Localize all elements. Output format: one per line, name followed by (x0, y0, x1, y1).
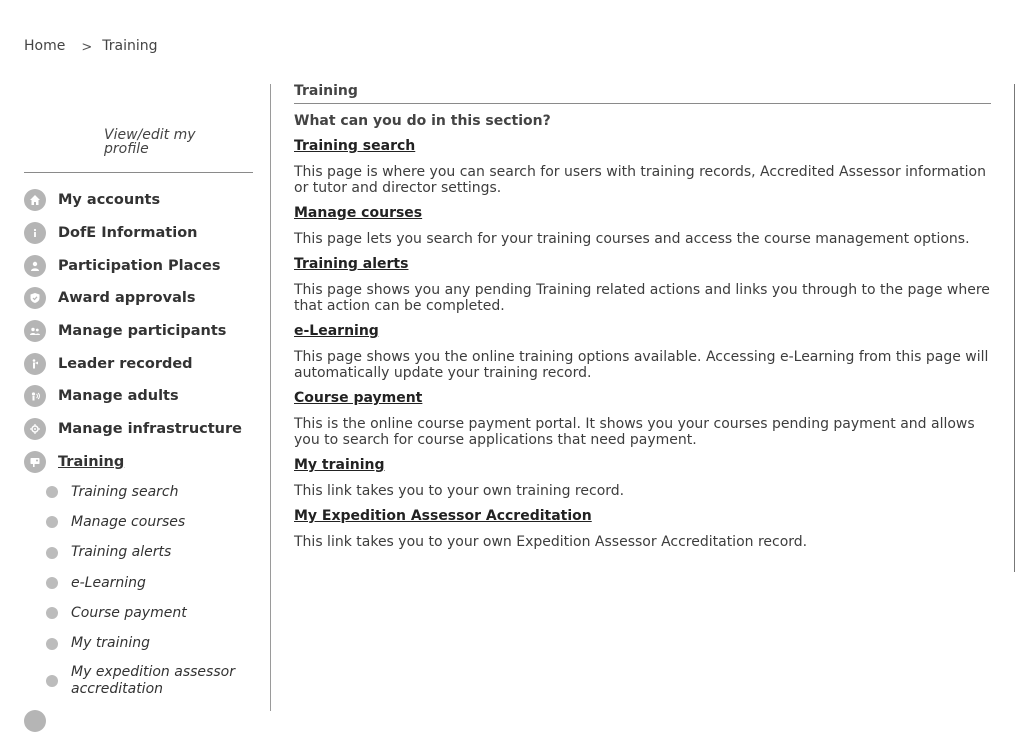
bullet-dot-icon (46, 516, 58, 528)
sidebar-item-dofe-information[interactable] (24, 217, 264, 250)
section-description: This page shows you any pending Training related actions and links you through to the page where that action can be completed. (294, 282, 990, 314)
bullet-dot-icon (46, 675, 58, 687)
section-expedition-accreditation (294, 505, 991, 550)
training-search-link[interactable]: Training search (294, 138, 416, 154)
sidebar-item-my-accounts[interactable] (24, 184, 264, 217)
sidebar-item-label: Participation Places (58, 257, 221, 274)
breadcrumb-current: Training (102, 38, 158, 54)
sidebar-item-label: Leader recorded (58, 355, 193, 372)
subnav-item-training-alerts[interactable] (46, 538, 261, 568)
main-content (294, 82, 991, 556)
sidebar-item-label: My accounts (58, 192, 161, 209)
section-e-learning (294, 320, 991, 381)
subnav-item-label: e-Learning (71, 574, 146, 591)
infrastructure-icon (24, 418, 46, 440)
info-icon (24, 222, 46, 244)
users-icon (24, 320, 46, 342)
sidebar-item-label: Manage adults (58, 388, 179, 405)
sidebar-item-award-approvals[interactable] (24, 282, 264, 315)
sidebar-item-training[interactable] (24, 446, 264, 479)
sidebar-item-label: DofE Information (58, 225, 198, 242)
content-right-border (1014, 84, 1015, 572)
section-description: This page lets you search for your training courses and access the course management options. (294, 231, 970, 247)
subnav-item-expedition-accreditation[interactable] (46, 661, 261, 701)
subnav-item-label: Course payment (71, 604, 187, 621)
subnav-item-e-learning[interactable] (46, 568, 261, 598)
my-training-link[interactable]: My training (294, 457, 385, 473)
breadcrumb-home[interactable]: Home (24, 38, 66, 54)
page-title: Training (294, 83, 358, 99)
sidebar-nav (24, 184, 264, 478)
subnav-item-course-payment[interactable] (46, 598, 261, 628)
bullet-dot-icon (46, 577, 58, 589)
view-edit-profile-link[interactable]: View/edit my profile (104, 127, 196, 157)
training-alerts-link[interactable]: Training alerts (294, 256, 409, 272)
sidebar (24, 84, 253, 724)
shield-check-icon (24, 287, 46, 309)
section-intro-heading: What can you do in this section? (294, 113, 551, 129)
course-payment-link[interactable]: Course payment (294, 390, 423, 406)
breadcrumb (24, 38, 158, 54)
section-description: This link takes you to your own Expedition Assessor Accreditation record. (294, 534, 808, 550)
section-my-training (294, 454, 991, 499)
sidebar-item-leader-recorded[interactable] (24, 347, 264, 380)
section-course-payment (294, 387, 991, 448)
adults-icon (24, 385, 46, 407)
bullet-dot-icon (46, 638, 58, 650)
section-description: This page is where you can search for users with training records, Accredited Assessor information or tutor and director settings. (294, 164, 986, 196)
section-training-search (294, 135, 991, 196)
bullet-dot-icon (46, 486, 58, 498)
breadcrumb-separator: > (81, 39, 93, 55)
bullet-dot-icon (46, 547, 58, 559)
person-icon (24, 255, 46, 277)
sidebar-item-manage-infrastructure[interactable] (24, 413, 264, 446)
section-description: This link takes you to your own training record. (294, 483, 625, 499)
sidebar-item-label: Manage participants (58, 323, 227, 340)
sidebar-item-manage-adults[interactable] (24, 380, 264, 413)
sidebar-divider (24, 172, 253, 173)
subnav-item-manage-courses[interactable] (46, 507, 261, 537)
title-divider (294, 103, 991, 104)
section-training-alerts (294, 253, 991, 314)
sidebar-item-participation-places[interactable] (24, 249, 264, 282)
section-manage-courses (294, 202, 991, 247)
manage-courses-link[interactable]: Manage courses (294, 205, 423, 221)
leader-icon (24, 353, 46, 375)
sidebar-next-item-icon (24, 710, 46, 732)
subnav-item-label: Manage courses (71, 513, 186, 530)
subnav-item-label: Training alerts (71, 544, 172, 561)
subnav-item-training-search[interactable] (46, 477, 261, 507)
subnav-item-my-training[interactable] (46, 628, 261, 658)
section-description: This is the online course payment portal. It shows you your courses pending payment and allows you to search for course applications that need payment. (294, 416, 975, 448)
sidebar-item-label: Award approvals (58, 290, 196, 307)
sidebar-item-manage-participants[interactable] (24, 315, 264, 348)
sidebar-content-divider (270, 84, 271, 711)
bullet-dot-icon (46, 607, 58, 619)
e-learning-link[interactable]: e-Learning (294, 323, 379, 339)
sidebar-item-label: Manage infrastructure (58, 421, 242, 438)
expedition-accreditation-link[interactable]: My Expedition Assessor Accreditation (294, 508, 592, 524)
home-icon (24, 189, 46, 211)
training-subnav (46, 477, 261, 701)
subnav-item-label: My expedition assessor accreditation (71, 663, 235, 697)
section-description: This page shows you the online training options available. Accessing e-Learning from this page will automatically update your training record. (294, 349, 989, 381)
subnav-item-label: My training (71, 635, 151, 652)
subnav-item-label: Training search (71, 483, 179, 500)
sidebar-item-label: Training (58, 453, 125, 470)
training-icon (24, 451, 46, 473)
